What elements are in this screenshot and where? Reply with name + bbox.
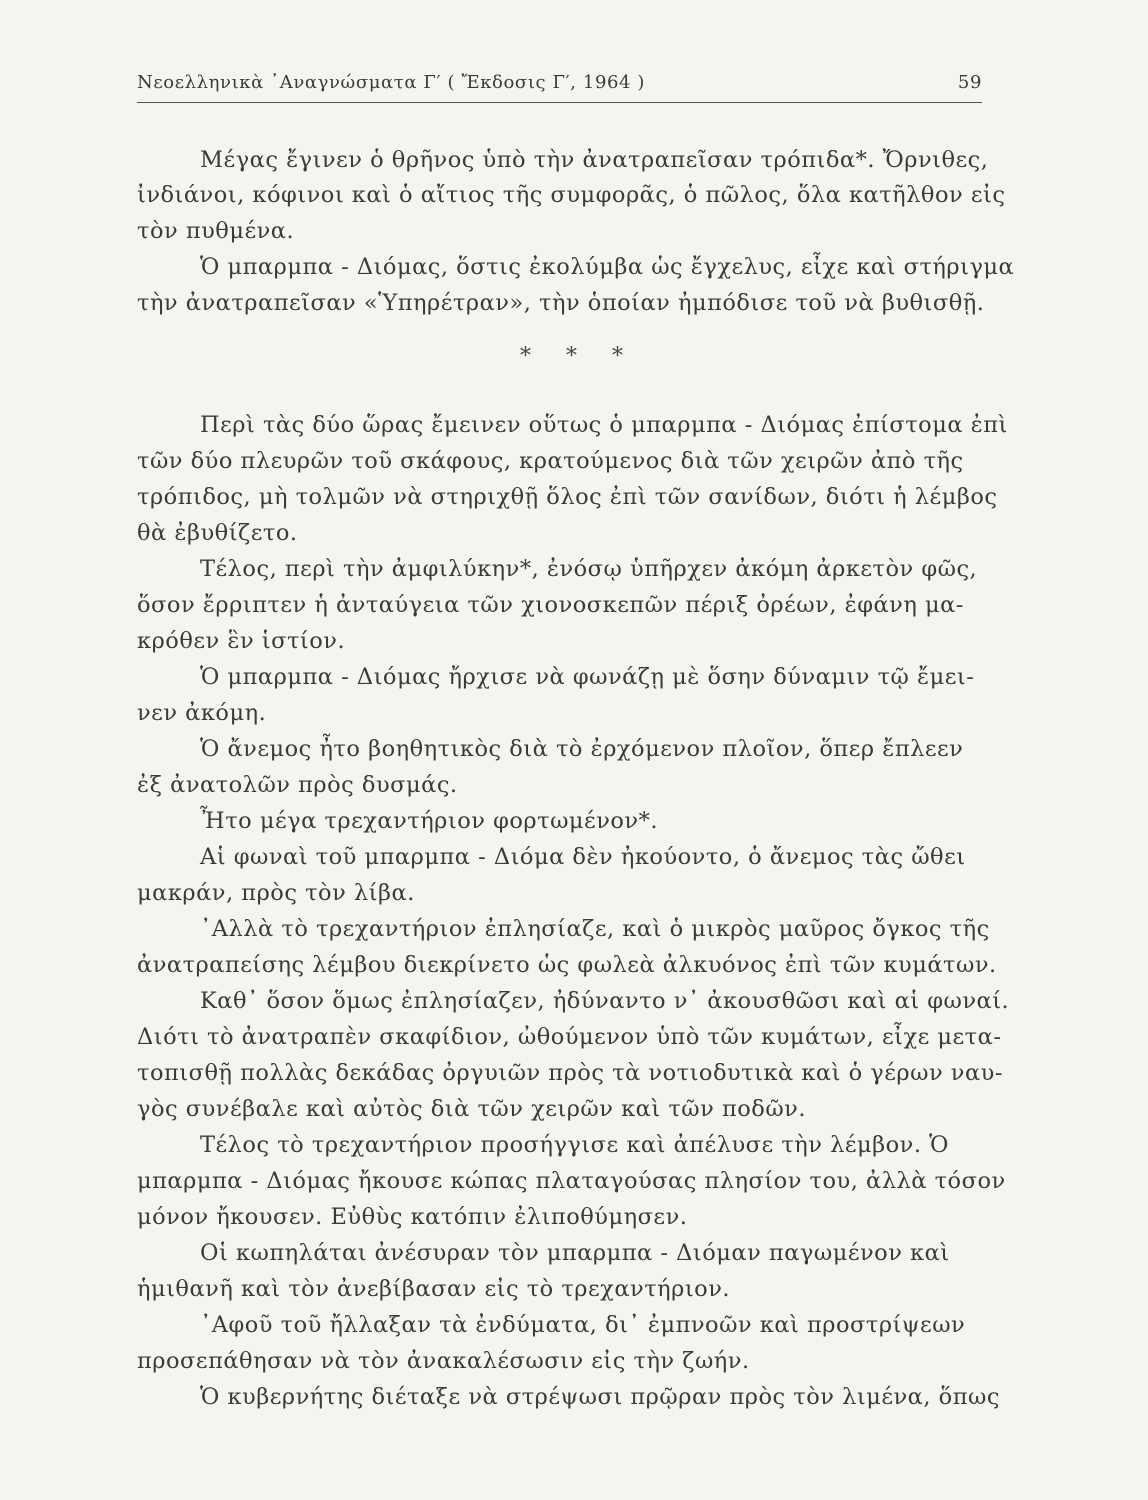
text-line: ὅσον ἔρριπτεν ἡ ἀνταύγεια τῶν χιονοσκεπῶν πέριξ ὀρέων, ἐφάνη μα- xyxy=(137,592,964,618)
text-line: ἐξ ἀνατολῶν πρὸς δυσμάς. xyxy=(137,772,458,798)
text-line: Καθ᾿ ὅσον ὅμως ἐπλησίαζεν, ἠδύναντο ν᾿ ἀκουσθῶσι καὶ αἱ φωναί. xyxy=(200,988,1010,1014)
text-line: κρόθεν ἓν ἱστίον. xyxy=(137,628,346,654)
text-line: Τέλος τὸ τρεχαντήριον προσήγγισε καὶ ἀπέλυσε τὴν λέμβον. Ὁ xyxy=(200,1132,949,1158)
text-line: γὸς συνέβαλε καὶ αὐτὸς διὰ τῶν χειρῶν καὶ τῶν ποδῶν. xyxy=(137,1096,807,1122)
text-line: θὰ ἐβυθίζετο. xyxy=(137,520,298,546)
text-line: Ἦτο μέγα τρεχαντήριον φορτωμένον*. xyxy=(200,808,659,834)
header-title: Νεοελληνικὰ ᾿Αναγνώσματα Γ′ ( Ἔκδοσις Γ′, 1964 ) xyxy=(137,72,646,93)
text-line: προσεπάθησαν νὰ τὸν ἀνακαλέσωσιν εἰς τὴν ζωήν. xyxy=(137,1348,750,1374)
text-line: μακράν, πρὸς τὸν λίβα. xyxy=(137,880,415,906)
text-line: Αἱ φωναὶ τοῦ μπαρμπα - Διόμα δὲν ἠκούοντο, ὁ ἄνεμος τὰς ὤθει xyxy=(200,844,966,870)
text-line: τὴν ἀνατραπεῖσαν «Ὑπηρέτραν», τὴν ὁποίαν ἠμπόδισε τοῦ νὰ βυθισθῇ. xyxy=(137,290,985,316)
text-line: τρόπιδος, μὴ τολμῶν νὰ στηριχθῇ ὅλος ἐπὶ τῶν σανίδων, διότι ἡ λέμβος xyxy=(137,484,998,510)
text-line: Περὶ τὰς δύο ὥρας ἔμεινεν οὕτως ὁ μπαρμπα - Διόμας ἐπίστομα ἐπὶ xyxy=(200,412,1008,438)
text-line: τοπισθῇ πολλὰς δεκάδας ὀργυιῶν πρὸς τὰ νοτιοδυτικὰ καὶ ὁ γέρων ναυ- xyxy=(137,1060,1003,1086)
section-separator: * * * xyxy=(520,344,637,369)
text-line: τῶν δύο πλευρῶν τοῦ σκάφους, κρατούμενος διὰ τῶν χειρῶν ἀπὸ τῆς xyxy=(137,448,964,474)
text-line: ἡμιθανῆ καὶ τὸν ἀνεβίβασαν εἰς τὸ τρεχαντήριον. xyxy=(137,1276,731,1302)
text-line: Ὁ μπαρμπα - Διόμας, ὅστις ἐκολύμβα ὡς ἔγχελυς, εἶχε καὶ στήριγμα xyxy=(200,254,1015,280)
text-line: ἀνατραπείσης λέμβου διεκρίνετο ὡς φωλεὰ ἀλκυόνος ἐπὶ τῶν κυμάτων. xyxy=(137,952,997,978)
text-line: μόνον ἤκουσεν. Εὐθὺς κατόπιν ἐλιποθύμησεν. xyxy=(137,1204,688,1230)
text-line: ᾿Αφοῦ τοῦ ἤλλαξαν τὰ ἐνδύματα, δι᾿ ἐμπνοῶν καὶ προστρίψεων xyxy=(200,1312,966,1338)
text-line: Διότι τὸ ἀνατραπὲν σκαφίδιον, ὠθούμενον ὑπὸ τῶν κυμάτων, εἶχε μετα- xyxy=(137,1024,1002,1050)
text-line: Μέγας ἔγινεν ὁ θρῆνος ὑπὸ τὴν ἀνατραπεῖσαν τρόπιδα*. Ὄρνιθες, xyxy=(200,147,989,173)
text-line: Οἱ κωπηλάται ἀνέσυραν τὸν μπαρμπα - Διόμαν παγωμένον καὶ xyxy=(200,1240,950,1266)
text-line: Ὁ μπαρμπα - Διόμας ἤρχισε νὰ φωνάζῃ μὲ ὅσην δύναμιν τῷ ἔμει- xyxy=(200,664,975,690)
running-header xyxy=(137,68,982,103)
text-line: τὸν πυθμένα. xyxy=(137,218,295,244)
page-number: 59 xyxy=(957,72,982,93)
text-line: Ὁ ἄνεμος ἦτο βοηθητικὸς διὰ τὸ ἐρχόμενον πλοῖον, ὅπερ ἔπλεεν xyxy=(200,736,964,762)
text-line: Ὁ κυβερνήτης διέταξε νὰ στρέψωσι πρῷραν πρὸς τὸν λιμένα, ὅπως xyxy=(200,1384,1000,1410)
text-line: νεν ἀκόμη. xyxy=(137,700,267,726)
text-line: ἰνδιάνοι, κόφινοι καὶ ὁ αἴτιος τῆς συμφορᾶς, ὁ πῶλος, ὅλα κατῆλθον εἰς xyxy=(137,182,1006,208)
text-line: μπαρμπα - Διόμας ἤκουσε κώπας πλαταγούσας πλησίον του, ἀλλὰ τόσον xyxy=(137,1168,1006,1194)
text-line: Τέλος, περὶ τὴν ἀμφιλύκην*, ἐνόσῳ ὑπῆρχεν ἀκόμη ἀρκετὸν φῶς, xyxy=(200,556,978,582)
text-line: ᾿Αλλὰ τὸ τρεχαντήριον ἐπλησίαζε, καὶ ὁ μικρὸς μαῦρος ὄγκος τῆς xyxy=(200,916,990,942)
